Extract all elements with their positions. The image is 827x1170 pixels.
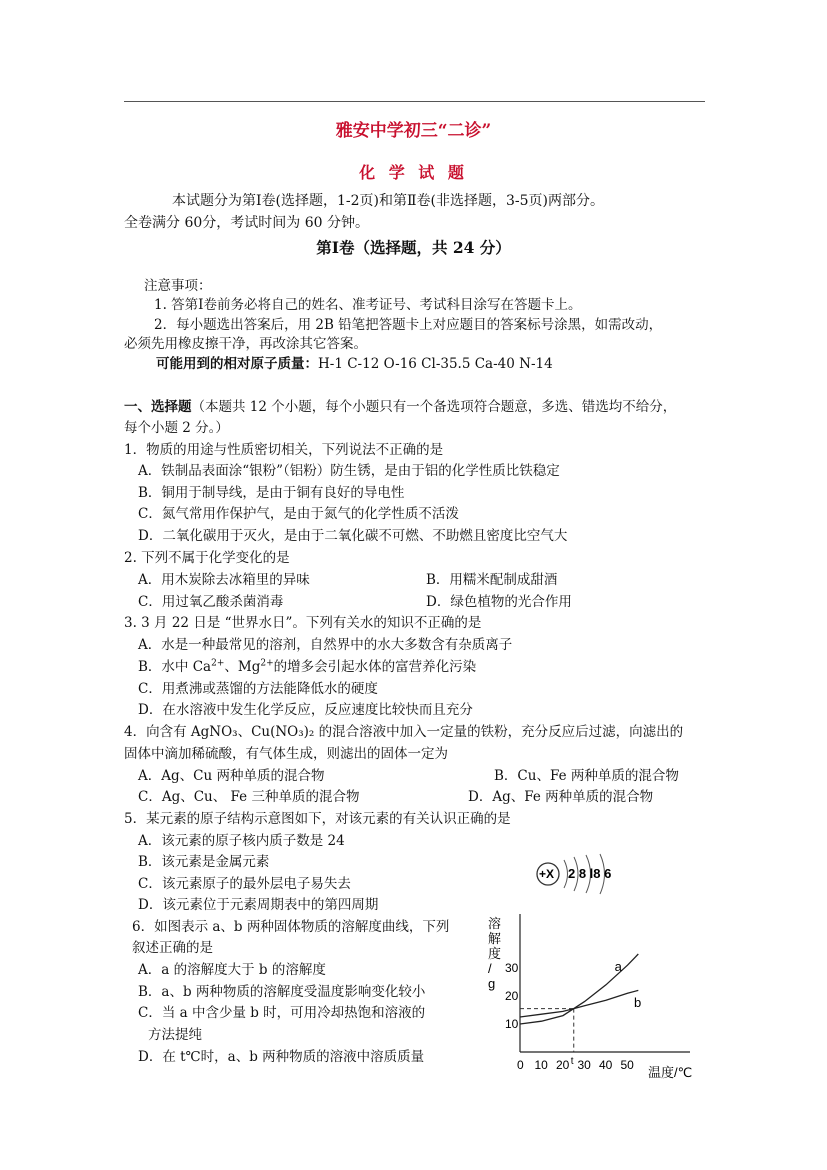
part1-desc-b: 每个小题 2 分。） [124,420,229,436]
q1-option-c: C．氮气常用作保护气，是由于氮气的化学性质不活泼 [138,506,459,522]
q4-option-a: A．Ag、Cu 两种单质的混合物 [138,768,325,784]
q5-option-b: B．该元素是金属元素 [138,854,270,870]
q4-option-c: C．Ag、Cu、 Fe 三种单质的混合物 [138,789,360,805]
series-label-a: a [614,958,622,974]
q3-option-b: B．水中 $Ca^{2+}$、$Mg^{2+}$的增多会引起水体的富营养化污染 [138,658,477,675]
y-axis-label [488,916,501,991]
t-label: t [570,1056,574,1067]
series-label-b: b [633,995,642,1011]
q4-option-d: D．Ag、Fe 两种单质的混合物 [468,789,654,805]
q4-stem-a: 4．向含有 AgNO₃、Cu(NO₃)₂ 的混合溶液中加入一定量的铁粉，充分反应后过滤，向滤出的 [124,724,684,740]
y-tick-label: 10 [505,1017,519,1031]
note-1: 1. 答第Ⅰ卷前务必将自己的姓名、准考证号、考试科目涂写在答题卡上。 [154,297,582,313]
note-2a: 2．每小题选出答案后，用 2B 铅笔把答题卡上对应题目的答案标号涂黑，如需改动， [154,317,663,333]
q3-option-a: A．水是一种最常见的溶剂，自然界中的水大多数含有杂质离子 [138,637,513,653]
exam-subtitle: 化 学 试 题 [359,163,468,182]
x-tick-label: 50 [620,1058,634,1072]
q3-stem: 3. 3 月 22 日是 “世界水日”。下列有关水的知识不正确的是 [124,615,482,631]
intro-line-2: 全卷满分 60分，考试时间为 60 分钟。 [124,215,369,231]
y-tick-label: 20 [505,989,519,1003]
q1-option-b: B．铜用于制导线，是由于铜有良好的导电性 [138,485,405,501]
q6-stem-b: 叙述正确的是 [132,940,213,956]
q1-option-a: A．铁制品表面涂“银粉”（铝粉）防生锈，是由于铝的化学性质比铁稳定 [138,463,560,479]
q2-stem: 2. 下列不属于化学变化的是 [124,550,290,566]
x-tick-label: 0 [517,1058,524,1072]
atomic-mass-label: 可能用到的相对原子质量： [156,356,318,372]
y-label-char: g [488,976,496,991]
part1-desc-a: （本题共 12 个小题，每个小题只有一个备选项符合题意，多选、错选均不给分， [191,399,677,415]
x-axis-label: 温度/℃ [648,1065,693,1080]
q5-option-c: C．该元素原子的最外层电子易失去 [138,876,351,892]
q4-option-b: B．Cu、Fe 两种单质的混合物 [494,768,679,784]
note-2b: 必须先用橡皮擦干净，再改涂其它答案。 [124,336,367,352]
q2-option-a: A．用木炭除去冰箱里的异味 [138,572,310,588]
q6-option-d: D．在 t℃时，a、b 两种物质的溶液中溶质质量 [138,1049,425,1065]
x-tick-label: 30 [577,1058,591,1072]
y-tick-label: 30 [505,961,519,975]
q5-option-d: D．该元素位于元素周期表中的第四周期 [138,897,379,913]
q6-option-c-b: 方法提纯 [148,1027,202,1043]
x-tick-label: 10 [534,1058,548,1072]
q4-stem-b: 固体中滴加稀硫酸，有气体生成，则滤出的固体一定为 [124,746,448,762]
q6-option-a: A．a 的溶解度大于 b 的溶解度 [138,962,326,978]
atomic-structure-diagram [534,848,634,900]
q5-stem: 5．某元素的原子结构示意图如下，对该元素的有关认识正确的是 [124,811,511,827]
solubility-chart [478,910,708,1082]
series-line-b [520,990,638,1017]
q6-option-b: B．a、b 两种物质的溶解度受温度影响变化较小 [138,984,426,1000]
q1-stem: 1．物质的用途与性质密切相关，下列说法不正确的是 [124,442,444,458]
q1-option-d: D．二氧化碳用于灭火，是由于二氧化碳不可燃、不助燃且密度比空气大 [138,528,568,544]
section1-title: 第Ⅰ卷（选择题，共 24 分） [316,238,511,257]
notes-title: 注意事项： [144,278,212,294]
q2-option-b: B．用糯米配制成甜酒 [426,572,558,588]
y-label-char: 溶 [488,916,502,931]
q5-option-a: A．该元素的原子核内质子数是 24 [138,833,345,849]
exam-title: 雅安中学初三“二诊” [335,121,492,141]
x-tick-label: 40 [599,1058,613,1072]
part1-heading: 一、选择题 [124,399,192,415]
intro-line-1: 本试题分为第Ⅰ卷(选择题，1-2页)和第Ⅱ卷(非选择题，3-5页)两部分。 [172,193,604,209]
atomic-mass-values: H-1 C-12 O-16 Cl-35.5 Ca-40 N-14 [318,356,553,372]
x-tick-label: 20 [556,1058,570,1072]
q6-option-c-a: C．当 a 中含少量 b 时，可用冷却热饱和溶液的 [138,1005,426,1021]
q3-option-c: C．用煮沸或蒸馏的方法能降低水的硬度 [138,681,378,697]
q2-option-d: D．绿色植物的光合作用 [426,594,572,610]
y-label-char: 解 [488,931,502,946]
y-label-char: 度 [488,946,502,961]
q2-option-c: C．用过氧乙酸杀菌消毒 [138,594,284,610]
electron-shells-label: 2 8 l8 6 [568,866,612,881]
q3-option-d: D．在水溶液中发生化学反应，反应速度比较快而且充分 [138,702,473,718]
y-label-char: / [488,961,492,976]
nucleus-label: +X [539,867,555,881]
q6-stem-a: 6．如图表示 a、b 两种固体物质的溶解度曲线，下列 [132,919,450,935]
header-rule [124,101,705,102]
